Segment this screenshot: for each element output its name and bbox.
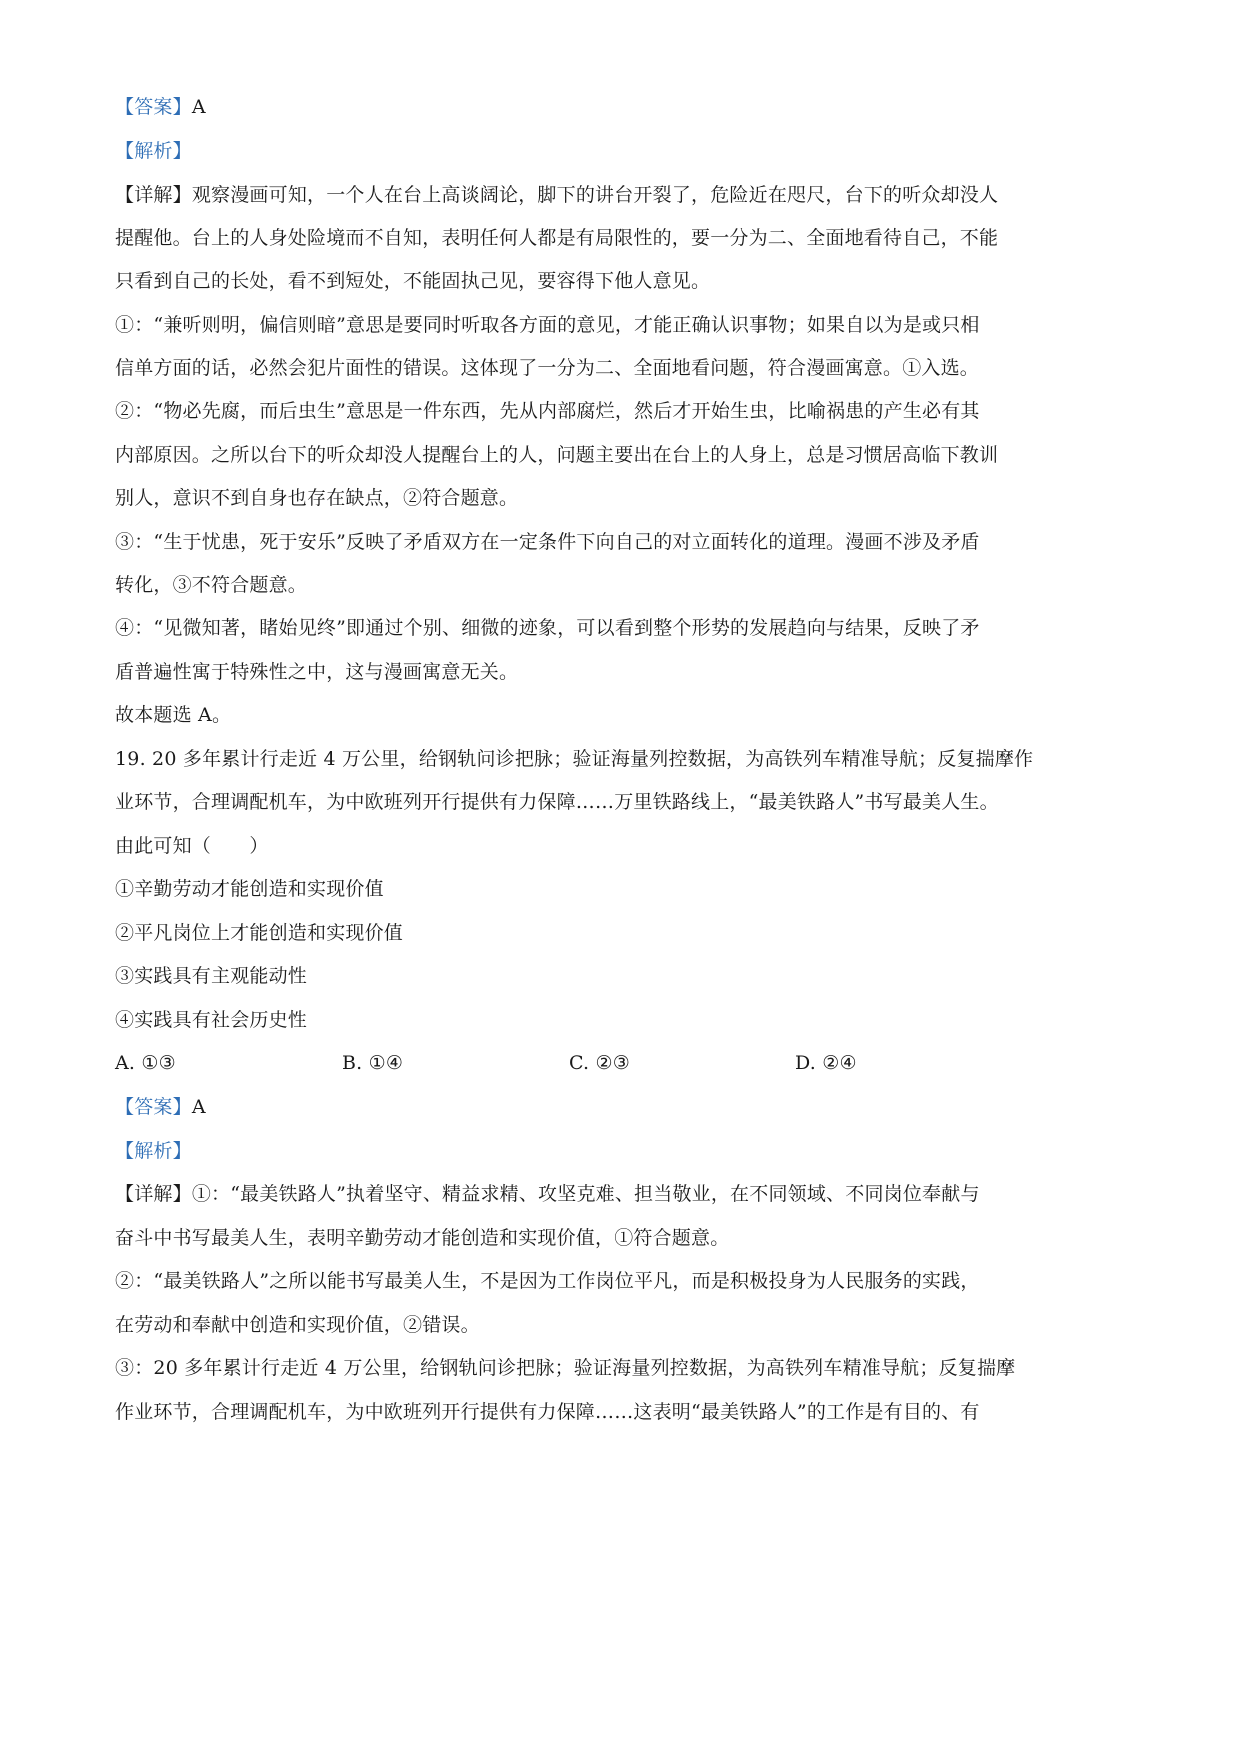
paragraph-line: 别人，意识不到自身也存在缺点，②符合题意。	[115, 487, 519, 509]
paragraph-line: ④：“见微知著，睹始见终”即通过个别、细微的迹象，可以看到整个形势的发展趋向与结果，反映了矛	[115, 617, 980, 639]
paragraph-line: ①：“兼听则明，偏信则暗”意思是要同时听取各方面的意见，才能正确认识事物；如果自以为是或只相	[115, 314, 980, 336]
analysis-line	[115, 139, 1135, 163]
option-d: D. ②④	[795, 1052, 857, 1074]
detail-text: 只看到自己的长处，看不到短处，不能固执己见，要容得下他人意见。	[115, 270, 711, 292]
paragraph-line: ②：“物必先腐，而后虫生”意思是一件东西，先从内部腐烂，然后才开始生虫，比喻祸患的产生必有其	[115, 400, 980, 422]
paragraph-line: 转化，③不符合题意。	[115, 574, 308, 596]
paragraph-line: 盾普遍性寓于特殊性之中，这与漫画寓意无关。	[115, 661, 519, 683]
statement-item: ②平凡岗位上才能创造和实现价值	[115, 922, 404, 944]
answer-value: A	[191, 96, 206, 118]
question-stem: 19. 20 多年累计行走近 4 万公里，给钢轨问诊把脉；验证海量列控数据，为高铁列车精准导航；反复揣摩作	[115, 748, 1034, 770]
detail-tag: 【详解】	[115, 1183, 192, 1205]
answer-tag: 【答案】	[115, 1096, 192, 1118]
answer-tag: 【答案】	[115, 96, 192, 118]
option-c: C. ②③	[569, 1052, 631, 1074]
option-a: A. ①③	[115, 1052, 176, 1074]
paragraph-line: 在劳动和奉献中创造和实现价值，②错误。	[115, 1314, 480, 1336]
paragraph-line: ②：“最美铁路人”之所以能书写最美人生，不是因为工作岗位平凡，而是积极投身为人民服务的实践，	[115, 1270, 980, 1292]
analysis-tag: 【解析】	[115, 1140, 192, 1162]
detail-line	[115, 1182, 1135, 1206]
statement-item: ④实践具有社会历史性	[115, 1009, 308, 1031]
statement-item: ①辛勤劳动才能创造和实现价值	[115, 878, 384, 900]
detail-tag: 【详解】	[115, 184, 192, 206]
detail-text: 提醒他。台上的人身处险境而不自知，表明任何人都是有局限性的，要一分为二、全面地看待自己，不能	[115, 227, 999, 249]
question-stem: 由此可知（ ）	[115, 835, 269, 857]
paragraph-line: ③：20 多年累计行走近 4 万公里，给钢轨问诊把脉；验证海量列控数据，为高铁列车精准导航；反复揣摩	[115, 1357, 1016, 1379]
analysis-tag: 【解析】	[115, 140, 192, 162]
answer-value: A	[191, 1096, 206, 1118]
conclusion-line: 故本题选 A。	[115, 704, 232, 726]
paragraph-line: 内部原因。之所以台下的听众却没人提醒台上的人，问题主要出在台上的人身上，总是习惯居高临下教训	[115, 444, 999, 466]
detail-line	[115, 183, 1135, 207]
detail-text: ①：“最美铁路人”执着坚守、精益求精、攻坚克难、担当敬业，在不同领域、不同岗位奉献与	[191, 1183, 980, 1205]
question-stem: 业环节，合理调配机车，为中欧班列开行提供有力保障……万里铁路线上，“最美铁路人”书写最美人生。	[115, 791, 999, 813]
options-row	[115, 1051, 1135, 1075]
paragraph-line: 信单方面的话，必然会犯片面性的错误。这体现了一分为二、全面地看问题，符合漫画寓意。①入选。	[115, 357, 980, 379]
answer-line	[115, 1095, 1135, 1119]
answer-line	[115, 95, 1135, 119]
statement-item: ③实践具有主观能动性	[115, 965, 308, 987]
detail-text: 奋斗中书写最美人生，表明辛勤劳动才能创造和实现价值，①符合题意。	[115, 1227, 730, 1249]
option-b: B. ①④	[342, 1052, 404, 1074]
paragraph-line: 作业环节，合理调配机车，为中欧班列开行提供有力保障……这表明“最美铁路人”的工作是有目的、有	[115, 1401, 980, 1423]
analysis-line	[115, 1139, 1135, 1163]
paragraph-line: ③：“生于忧患，死于安乐”反映了矛盾双方在一定条件下向自己的对立面转化的道理。漫画不涉及矛盾	[115, 531, 980, 553]
detail-text: 观察漫画可知，一个人在台上高谈阔论，脚下的讲台开裂了，危险近在咫尺，台下的听众却没人	[191, 184, 999, 206]
